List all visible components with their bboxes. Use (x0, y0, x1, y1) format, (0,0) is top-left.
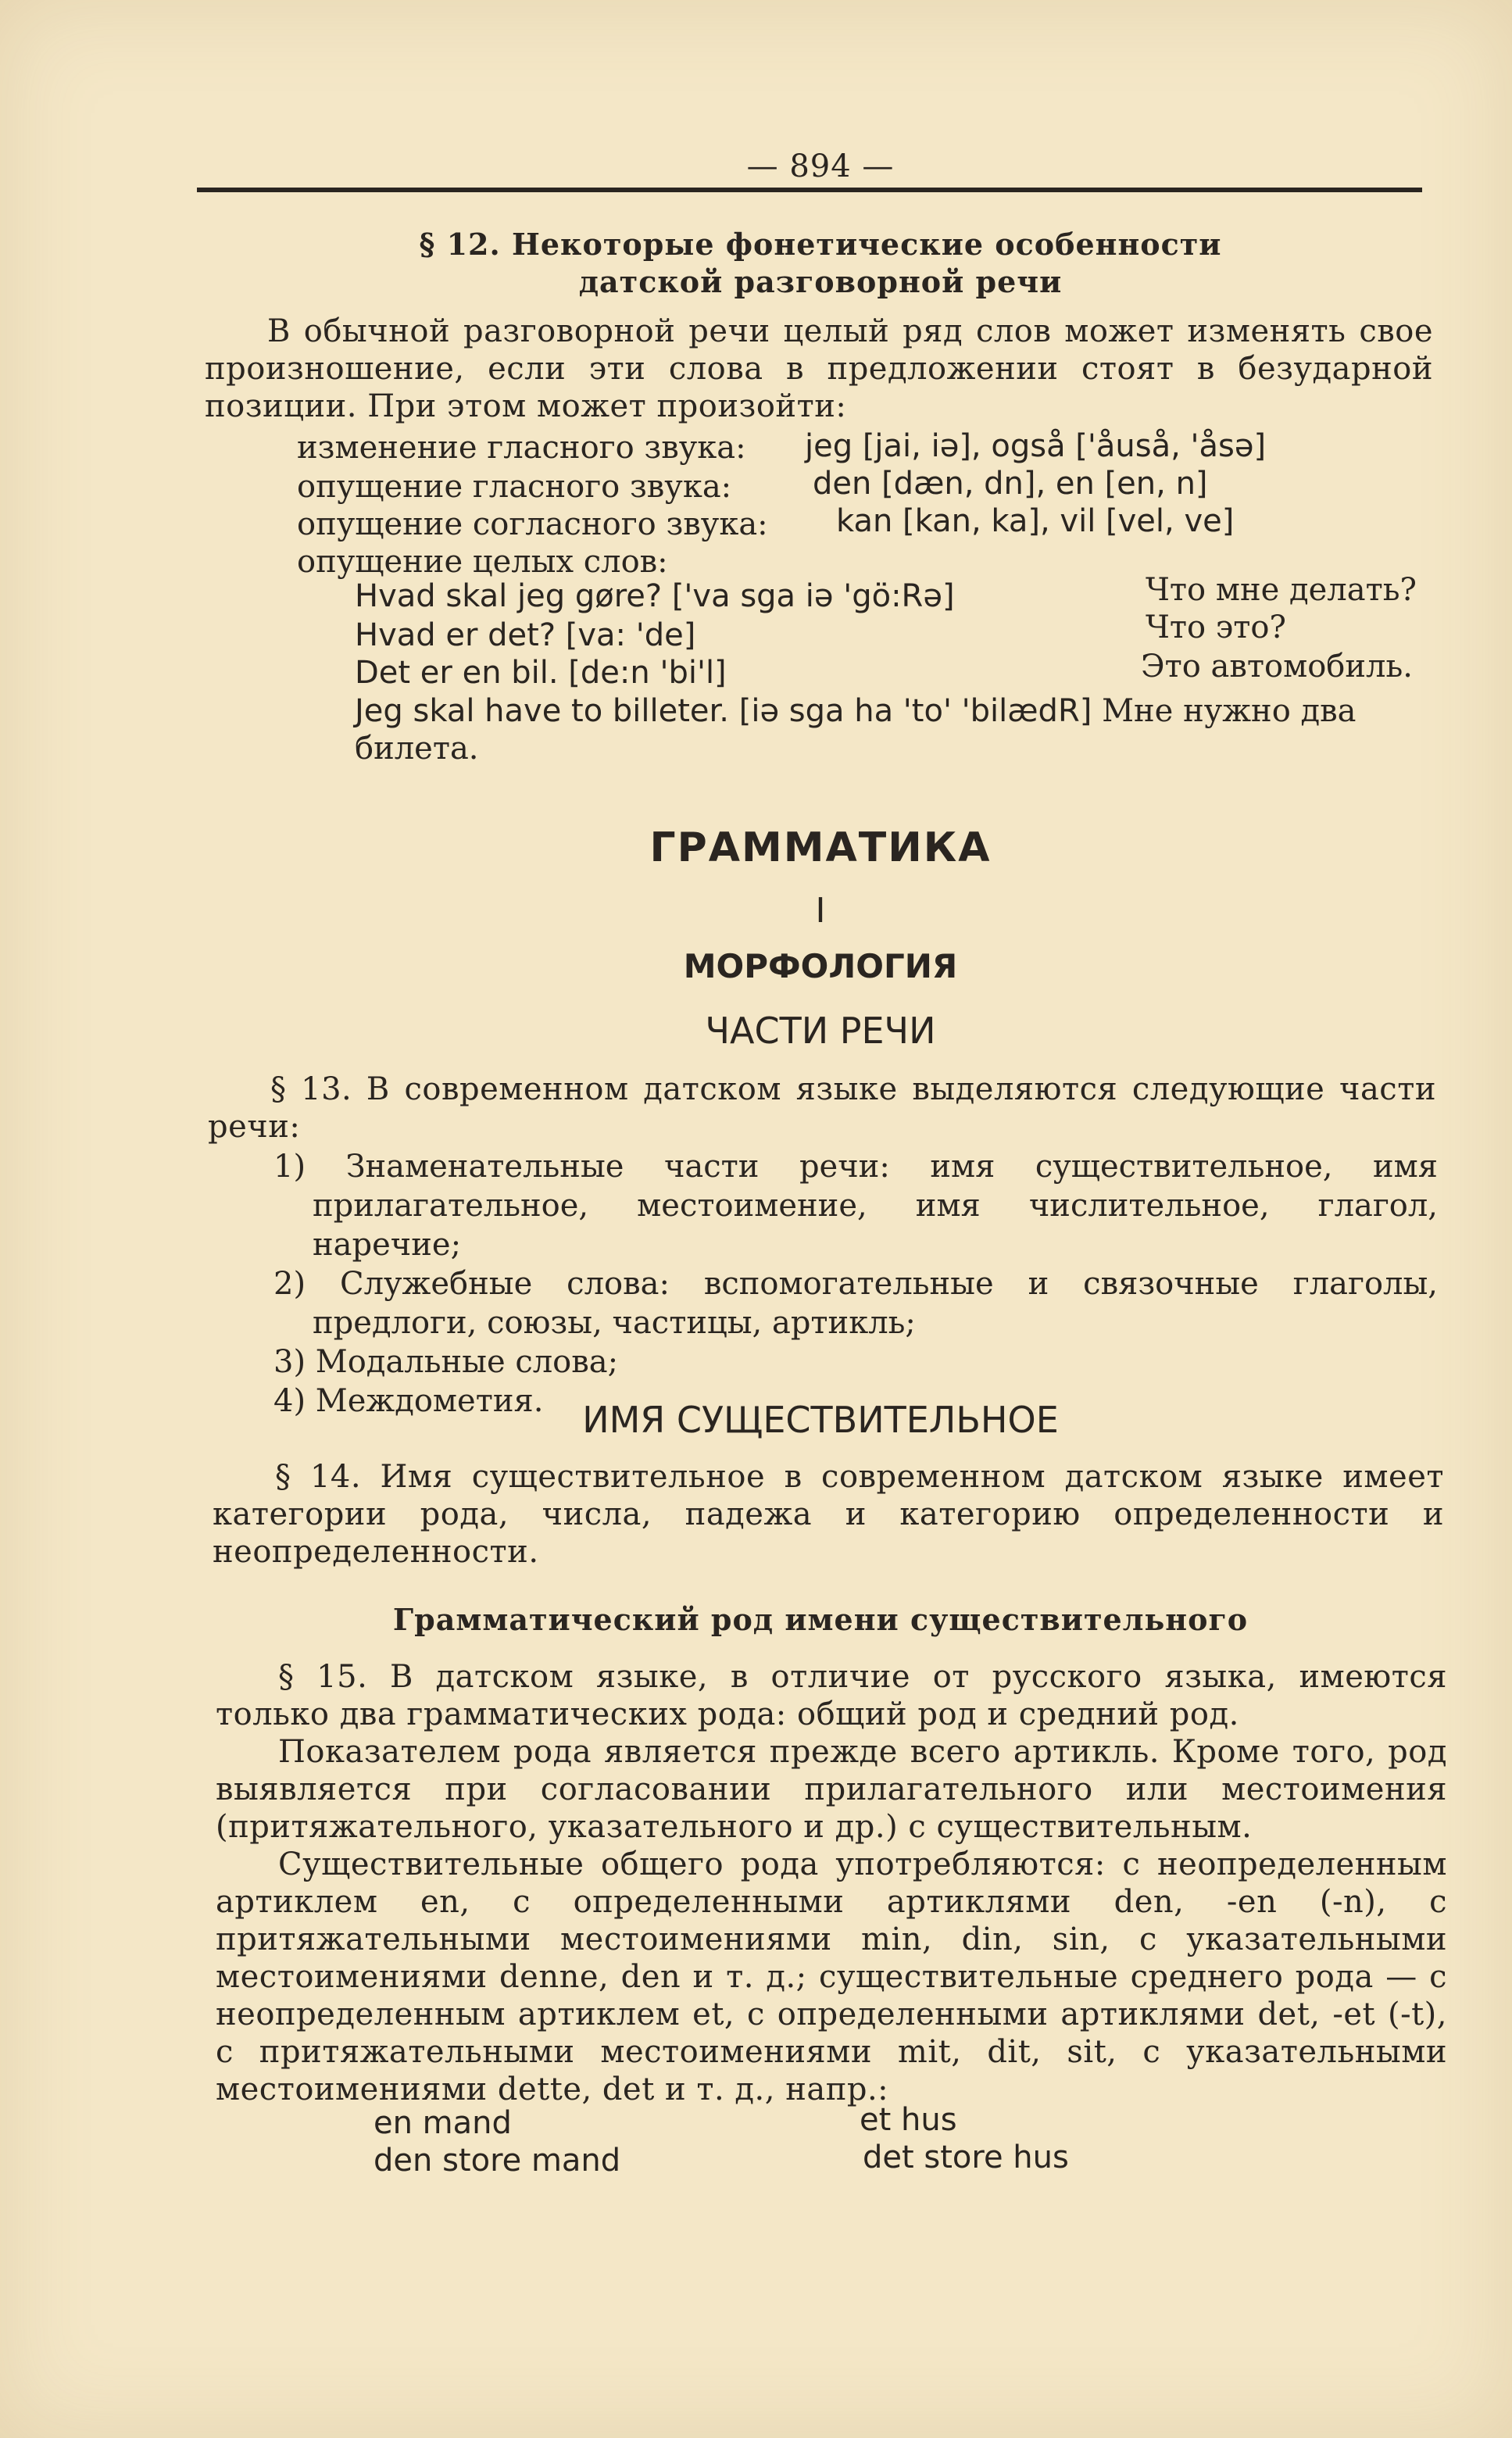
section-12-title-line2: датской разговорной речи (578, 264, 1063, 299)
list-item: 4) Междометия. (273, 1383, 544, 1419)
change-word-drop-label: опущение целых слов: (297, 544, 668, 580)
change-consonant-drop-example: kan [kan, ka], vil [vel, ve] (836, 503, 1235, 539)
example-1-russian: Что мне делать? (1146, 572, 1417, 608)
grammar-heading: ГРАММАТИКА (649, 824, 992, 871)
header-rule (197, 188, 1422, 192)
change-vowel-example: jeg [jai, iə], også ['åuså, 'åsə] (805, 428, 1267, 464)
list-item: 2) Служебные слова: вспомогательные и связочные глаголы, предлоги, союзы, частицы, артикль; (273, 1266, 1438, 1341)
example-1-danish: Hvad skal jeg gøre? ['va sga iə 'gö:Rə] (355, 578, 955, 614)
section-13-intro: § 13. В современном датском языке выделяются следующие части речи: (208, 1071, 1436, 1145)
list-item: 3) Модальные слова; (273, 1344, 619, 1380)
common-example-2: den store mand (374, 2143, 621, 2179)
example-4-russian: Мне нужно два билета. (355, 693, 1357, 767)
neuter-example-2: det store hus (863, 2140, 1069, 2175)
example-4 (355, 692, 1433, 767)
parts-of-speech-heading: ЧАСТИ РЕЧИ (705, 1010, 936, 1052)
section-14-text: § 14. Имя существительное в современном датском языке имеет категории рода, числа, падежа и категорию определенности и неопределенности. (213, 1459, 1444, 1570)
change-vowel-drop-label: опущение гласного звука: (297, 469, 732, 505)
page-number: — 894 — (746, 148, 895, 184)
section-15-p1: § 15. В датском языке, в отличие от русского языка, имеются только два грамматических рода: общий род и средний род. (216, 1659, 1447, 1732)
gender-heading: Грамматический род имени существительного (392, 1602, 1249, 1637)
section-12-title-line1: § 12. Некоторые фонетические особенности (419, 227, 1222, 262)
morphology-heading: МОРФОЛОГИЯ (683, 947, 958, 985)
section-15-p3: Существительные общего рода употребляются: с неопределенным артиклем en, с определенными артиклями den, -en (-n), с притяжательными местоимениями min, din, sin, с указательными местоимениями denne, den и т. д.; существительные среднего рода — с неопределенным артиклем et, с определенными артиклями det, -et (-t), с притяжательными местоимениями mit, dit, sit, с указательными местоимениями dette, det и т. д., напр.: (216, 1846, 1447, 2107)
example-3-danish: Det er en bil. [de:n 'bi'l] (355, 655, 727, 691)
neuter-example-1: et hus (860, 2102, 957, 2138)
section-15-text (216, 1658, 1447, 2108)
parts-of-speech-list (273, 1147, 1438, 1421)
section-15-p2: Показателем рода является прежде всего артикль. Кроме того, род выявляется при согласовании прилагательного или местоимения (притяжательного, указательного и др.) с существительным. (216, 1734, 1447, 1845)
change-consonant-drop-label: опущение согласного звука: (297, 506, 768, 542)
part-number: I (815, 891, 826, 931)
section-12-intro: В обычной разговорной речи целый ряд слов может изменять свое произношение, если эти слова в предложении стоят в безударной позиции. При этом может произойти: (205, 313, 1433, 424)
example-2-danish: Hvad er det? [va: 'de] (355, 617, 696, 653)
example-3-russian: Это автомобиль. (1141, 649, 1413, 685)
change-vowel-label: изменение гласного звука: (297, 430, 746, 466)
change-vowel-drop-example: den [dæn, dn], en [en, n] (813, 466, 1208, 502)
common-example-1: en mand (374, 2105, 512, 2141)
noun-heading: ИМЯ СУЩЕСТВИТЕЛЬНОЕ (582, 1399, 1059, 1441)
example-2-russian: Что это? (1146, 610, 1286, 645)
example-4-danish: Jeg skal have to billeter. [iə sga ha 'to' 'bilædR] (355, 693, 1092, 729)
list-item: 1) Знаменательные части речи: имя существительное, имя прилагательное, местоимение, имя числительное, глагол, наречие; (273, 1149, 1438, 1263)
